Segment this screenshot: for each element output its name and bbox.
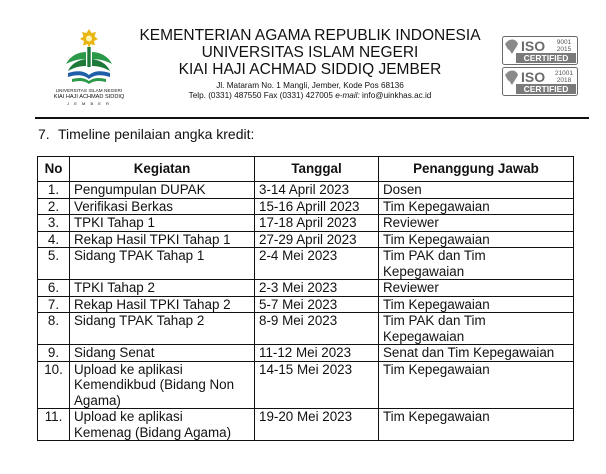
cell-penanggung-jawab-line: Tim Kepegawaian bbox=[383, 409, 490, 424]
section-title: Timeline penilaian angka kredit: bbox=[58, 126, 255, 142]
cell-tanggal: 19-20 Mei 2023 bbox=[255, 409, 379, 441]
cell-penanggung-jawab-line: Senat dan Tim Kepegawaian bbox=[383, 345, 555, 360]
cell-kegiatan-line: Rekap Hasil TPKI Tahap 2 bbox=[74, 296, 231, 312]
phone-fax: Telp. (0331) 487550 Fax (0331) 427005 bbox=[188, 91, 336, 100]
cell-no: 6. bbox=[38, 280, 70, 297]
iso-9001-badge-icon bbox=[502, 36, 578, 65]
letterhead bbox=[0, 0, 606, 118]
cell-penanggung-jawab bbox=[379, 198, 574, 215]
cell-penanggung-jawab-line: Kepegawaian bbox=[383, 328, 465, 344]
cell-no: 11. bbox=[38, 409, 70, 441]
address: Jl. Mataram No. 1 Mangli, Jember, Kode Pos 68136 bbox=[216, 81, 404, 90]
cell-no: 5. bbox=[38, 248, 70, 280]
institution-block bbox=[138, 27, 482, 101]
table-row bbox=[38, 182, 574, 199]
cell-penanggung-jawab-line: Tim Kepegawaian bbox=[383, 198, 490, 214]
cell-kegiatan bbox=[70, 296, 255, 313]
cell-kegiatan-line: Kemenag (Bidang Agama) bbox=[74, 424, 232, 440]
cell-penanggung-jawab bbox=[379, 215, 574, 232]
cell-penanggung-jawab bbox=[379, 313, 574, 345]
cell-penanggung-jawab bbox=[379, 248, 574, 280]
logo-caption-3: J E M B E R bbox=[67, 101, 111, 106]
cell-kegiatan bbox=[70, 215, 255, 232]
header-no: No bbox=[38, 157, 70, 182]
table-row bbox=[38, 361, 574, 409]
cell-penanggung-jawab-line: Tim Kepegawaian bbox=[383, 361, 490, 377]
contact-line bbox=[138, 91, 482, 101]
table-row bbox=[38, 248, 574, 280]
iso-year: 2015 bbox=[556, 46, 572, 53]
cell-kegiatan-line: Agama) bbox=[74, 392, 121, 408]
cell-penanggung-jawab-line: Kepegawaian bbox=[383, 263, 465, 279]
iso-label: CERTIFIED bbox=[523, 53, 569, 63]
cell-no: 7. bbox=[38, 296, 70, 313]
iso-mark: ISO bbox=[521, 69, 546, 85]
cell-penanggung-jawab-line: Tim PAK dan Tim bbox=[383, 313, 486, 328]
table-row bbox=[38, 198, 574, 215]
cell-kegiatan-line: Upload ke aplikasi bbox=[74, 361, 183, 377]
cell-tanggal: 17-18 April 2023 bbox=[255, 215, 379, 232]
university-type: UNIVERSITAS ISLAM NEGERI bbox=[201, 44, 419, 61]
iso-21001-badge-icon bbox=[502, 67, 578, 96]
cell-penanggung-jawab-line: Tim Kepegawaian bbox=[383, 231, 490, 247]
iso-mark: ISO bbox=[521, 38, 546, 54]
section-heading bbox=[38, 126, 254, 142]
cell-kegiatan-line: Rekap Hasil TPKI Tahap 1 bbox=[74, 231, 231, 247]
table-row bbox=[38, 313, 574, 345]
cell-penanggung-jawab bbox=[379, 182, 574, 199]
cell-kegiatan bbox=[70, 313, 255, 345]
table-row bbox=[38, 215, 574, 232]
cell-tanggal: 5-7 Mei 2023 bbox=[255, 296, 379, 313]
table-row bbox=[38, 231, 574, 248]
cell-no: 4. bbox=[38, 231, 70, 248]
cell-kegiatan-line: TPKI Tahap 1 bbox=[74, 215, 155, 230]
cell-tanggal: 8-9 Mei 2023 bbox=[255, 313, 379, 345]
cell-tanggal: 15-16 Aprill 2023 bbox=[255, 198, 379, 215]
cell-kegiatan bbox=[70, 345, 255, 362]
table-header-row bbox=[38, 157, 574, 182]
cell-penanggung-jawab-line: Tim Kepegawaian bbox=[383, 296, 490, 312]
header-tanggal: Tanggal bbox=[255, 157, 379, 182]
cell-kegiatan-line: Pengumpulan DUPAK bbox=[74, 182, 206, 197]
cell-kegiatan-line: Sidang TPAK Tahap 1 bbox=[74, 248, 205, 263]
table-row bbox=[38, 409, 574, 441]
cell-kegiatan bbox=[70, 231, 255, 248]
cell-no: 1. bbox=[38, 182, 70, 199]
section-number: 7. bbox=[38, 126, 50, 142]
ministry-name: KEMENTERIAN AGAMA REPUBLIK INDONESIA bbox=[139, 27, 481, 44]
university-emblem-icon bbox=[60, 28, 118, 88]
cell-no: 2. bbox=[38, 198, 70, 215]
cell-kegiatan-line: Verifikasi Berkas bbox=[74, 198, 173, 214]
cell-penanggung-jawab-line: Reviewer bbox=[383, 280, 439, 295]
iso-year: 2018 bbox=[556, 77, 572, 84]
cell-kegiatan-line: Kemendikbud (Bidang Non bbox=[74, 377, 235, 392]
cell-penanggung-jawab-line: Reviewer bbox=[383, 215, 439, 230]
timeline-table bbox=[37, 156, 574, 441]
cell-no: 8. bbox=[38, 313, 70, 345]
header-kegiatan: Kegiatan bbox=[70, 157, 255, 182]
logo-caption-1: UNIVERSITAS ISLAM NEGERI bbox=[55, 88, 123, 93]
cell-tanggal: 3-14 April 2023 bbox=[255, 182, 379, 199]
cell-penanggung-jawab bbox=[379, 345, 574, 362]
cell-no: 10. bbox=[38, 361, 70, 409]
header-penanggung-jawab: Penanggung Jawab bbox=[379, 157, 574, 182]
letterhead-divider bbox=[35, 117, 589, 119]
cell-kegiatan-line: Sidang Senat bbox=[74, 345, 155, 360]
cell-penanggung-jawab-line: Tim PAK dan Tim bbox=[383, 248, 486, 263]
cell-tanggal: 11-12 Mei 2023 bbox=[255, 345, 379, 362]
university-name: KIAI HAJI ACHMAD SIDDIQ JEMBER bbox=[178, 61, 442, 78]
cell-kegiatan bbox=[70, 182, 255, 199]
cell-tanggal: 2-4 Mei 2023 bbox=[255, 248, 379, 280]
cell-kegiatan-line: Sidang TPAK Tahap 2 bbox=[74, 313, 205, 328]
iso-number: 9001 bbox=[556, 39, 572, 46]
cell-tanggal: 14-15 Mei 2023 bbox=[255, 361, 379, 409]
cell-penanggung-jawab bbox=[379, 296, 574, 313]
cell-kegiatan bbox=[70, 280, 255, 297]
cell-no: 9. bbox=[38, 345, 70, 362]
cell-kegiatan bbox=[70, 409, 255, 441]
cell-no: 3. bbox=[38, 215, 70, 232]
email-address: info@uinkhas.ac.id bbox=[359, 91, 432, 100]
iso-label: CERTIFIED bbox=[523, 84, 569, 94]
cell-penanggung-jawab bbox=[379, 409, 574, 441]
cell-kegiatan-line: Upload ke aplikasi bbox=[74, 409, 183, 424]
iso-number: 21001 bbox=[554, 70, 574, 77]
university-logo bbox=[38, 28, 140, 106]
cell-kegiatan bbox=[70, 248, 255, 280]
cell-penanggung-jawab bbox=[379, 361, 574, 409]
logo-caption-2: KIAI HAJI ACHMAD SIDDIQ bbox=[53, 94, 125, 100]
cell-tanggal: 2-3 Mei 2023 bbox=[255, 280, 379, 297]
table-row bbox=[38, 280, 574, 297]
cell-kegiatan-line: TPKI Tahap 2 bbox=[74, 280, 155, 295]
cell-penanggung-jawab bbox=[379, 231, 574, 248]
table-row bbox=[38, 345, 574, 362]
cell-penanggung-jawab-line: Dosen bbox=[383, 182, 422, 197]
table-row bbox=[38, 296, 574, 313]
cell-kegiatan bbox=[70, 198, 255, 215]
email-label: e-mail: bbox=[335, 91, 360, 100]
cell-tanggal: 27-29 April 2023 bbox=[255, 231, 379, 248]
cell-kegiatan bbox=[70, 361, 255, 409]
cell-penanggung-jawab bbox=[379, 280, 574, 297]
